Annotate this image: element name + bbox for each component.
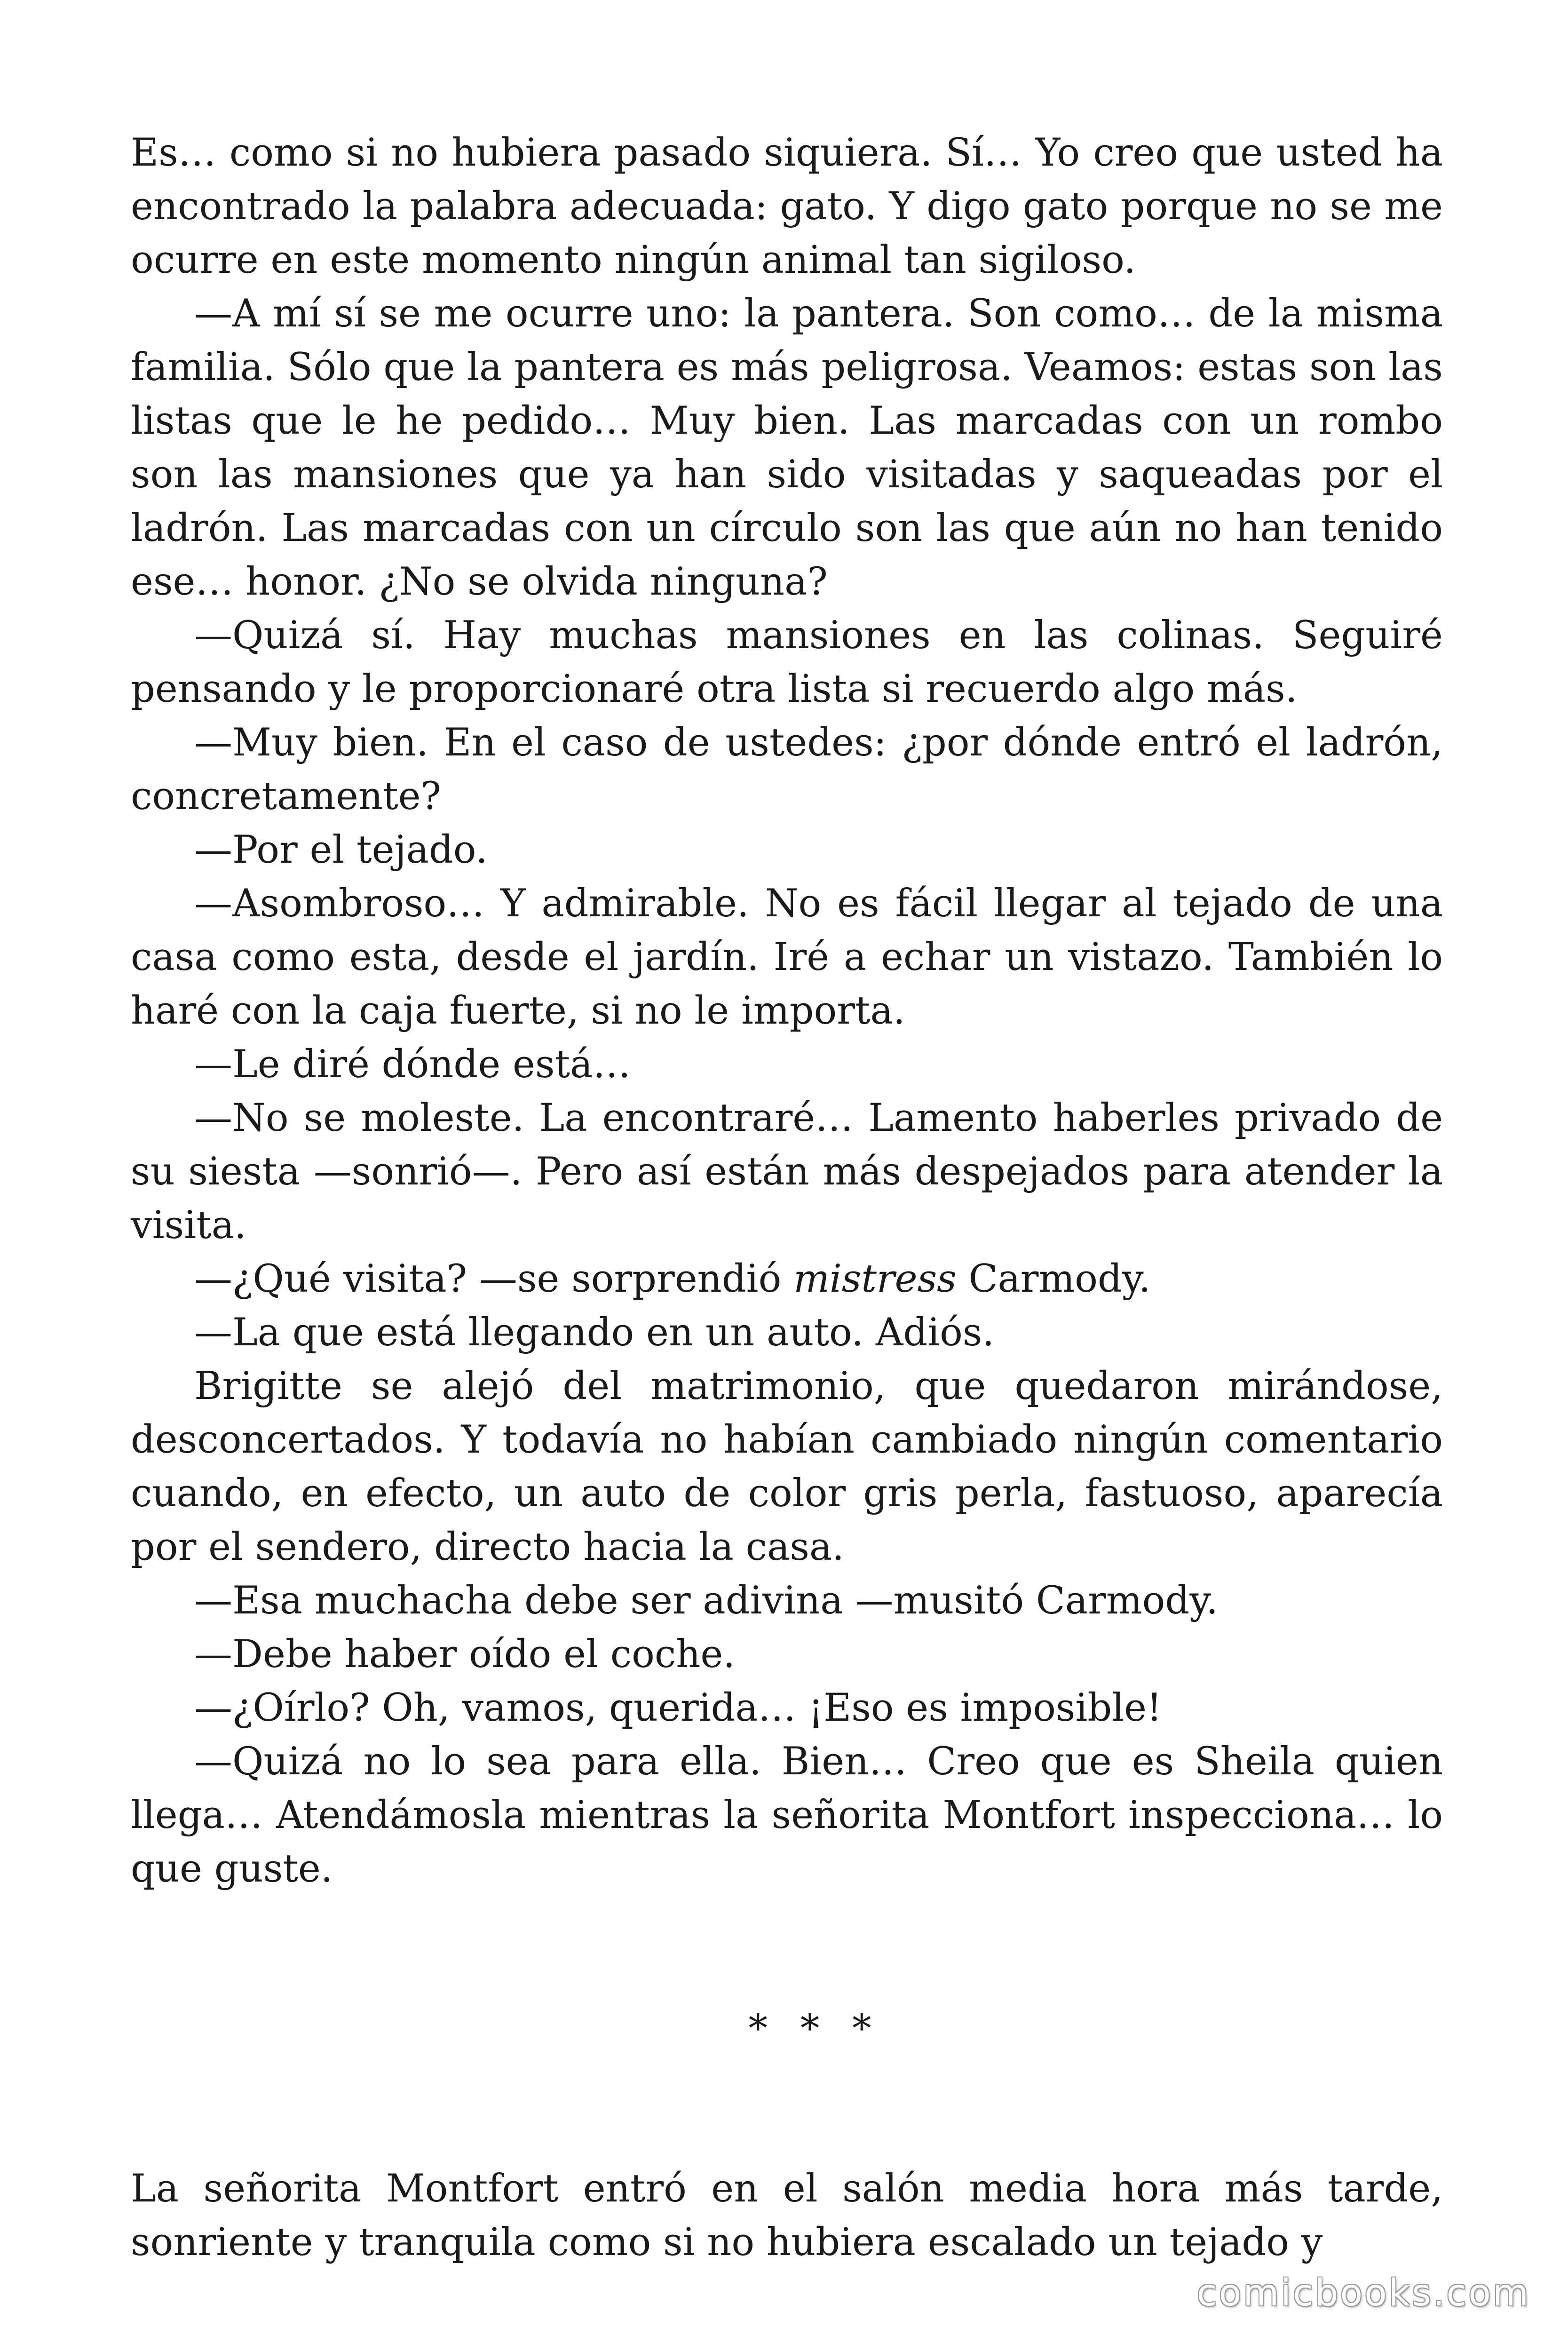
paragraph: —A mí sí se me ocurre uno: la pantera. Son como… de la misma familia. Sólo que la pantera es más peligrosa. Veamos: estas son las listas que le he pedido… Muy bien. Las marcadas con un rombo son las mansiones que ya han sido visitadas y saqueadas por el ladrón. Las marcadas con un círculo son las que aún no han tenido ese… honor. ¿No se olvida ninguna? [131,292,1443,604]
paragraph: —Esa muchacha debe ser adivina —musitó Carmody. [194,1579,1218,1623]
quote-text-before: —¿Qué visita? —se sorprendió [194,1257,794,1301]
paragraph: —Debe haber oído el coche. [194,1632,736,1677]
paragraph: Brigitte se alejó del matrimonio, que quedaron mirándose, desconcertados. Y todavía no habían cambiado ningún comentario cuando, en efecto, un auto de color gris perla, fastuoso, aparecía por el sendero, directo hacia la casa. [131,1364,1443,1569]
paragraph: —Asombroso… Y admirable. No es fácil llegar al tejado de una casa como esta, desde el jardín. Iré a echar un vistazo. También lo haré con la caja fuerte, si no le importa. [131,882,1443,1033]
paragraph-quote-visita [131,1252,1443,1306]
paragraph: —¿Oírlo? Oh, vamos, querida… ¡Eso es imposible! [194,1686,1162,1730]
paragraph: —Quizá no lo sea para ella. Bien… Creo que es Sheila quien llega… Atendámosla mientras la señorita Montfort inspecciona… lo que guste. [131,1740,1443,1891]
paragraph: —Le diré dónde está… [194,1042,631,1087]
quote-text-after: Carmody. [956,1257,1151,1301]
paragraph: —Muy bien. En el caso de ustedes: ¿por dónde entró el ladrón, concretamente? [131,721,1443,818]
paragraph: La señorita Montfort entró en el salón media hora más tarde, sonriente y tranquila como si no hubiera escalado un tejado y [131,2167,1443,2265]
watermark-logo: comicbooks.com [1196,2272,1530,2314]
paragraph: —Por el tejado. [194,828,488,872]
section-separator: * * * [748,2007,882,2051]
paragraph: —No se moleste. La encontraré… Lamento haberles privado de su siesta —sonrió—. Pero así están más despejados para atender la visita. [131,1096,1443,1248]
paragraph: Es… como si no hubiera pasado siquiera. Sí… Yo creo que usted ha encontrado la palabra adecuada: gato. Y digo gato porque no se me ocurre en este momento ningún animal tan sigiloso. [131,131,1443,282]
quote-italic-word: mistress [793,1257,957,1301]
paragraph: —La que está llegando en un auto. Adiós. [194,1311,995,1355]
paragraph: —Quizá sí. Hay muchas mansiones en las colinas. Seguiré pensando y le proporcionaré otra lista si recuerdo algo más. [131,613,1443,711]
book-page-text [131,126,1443,2269]
